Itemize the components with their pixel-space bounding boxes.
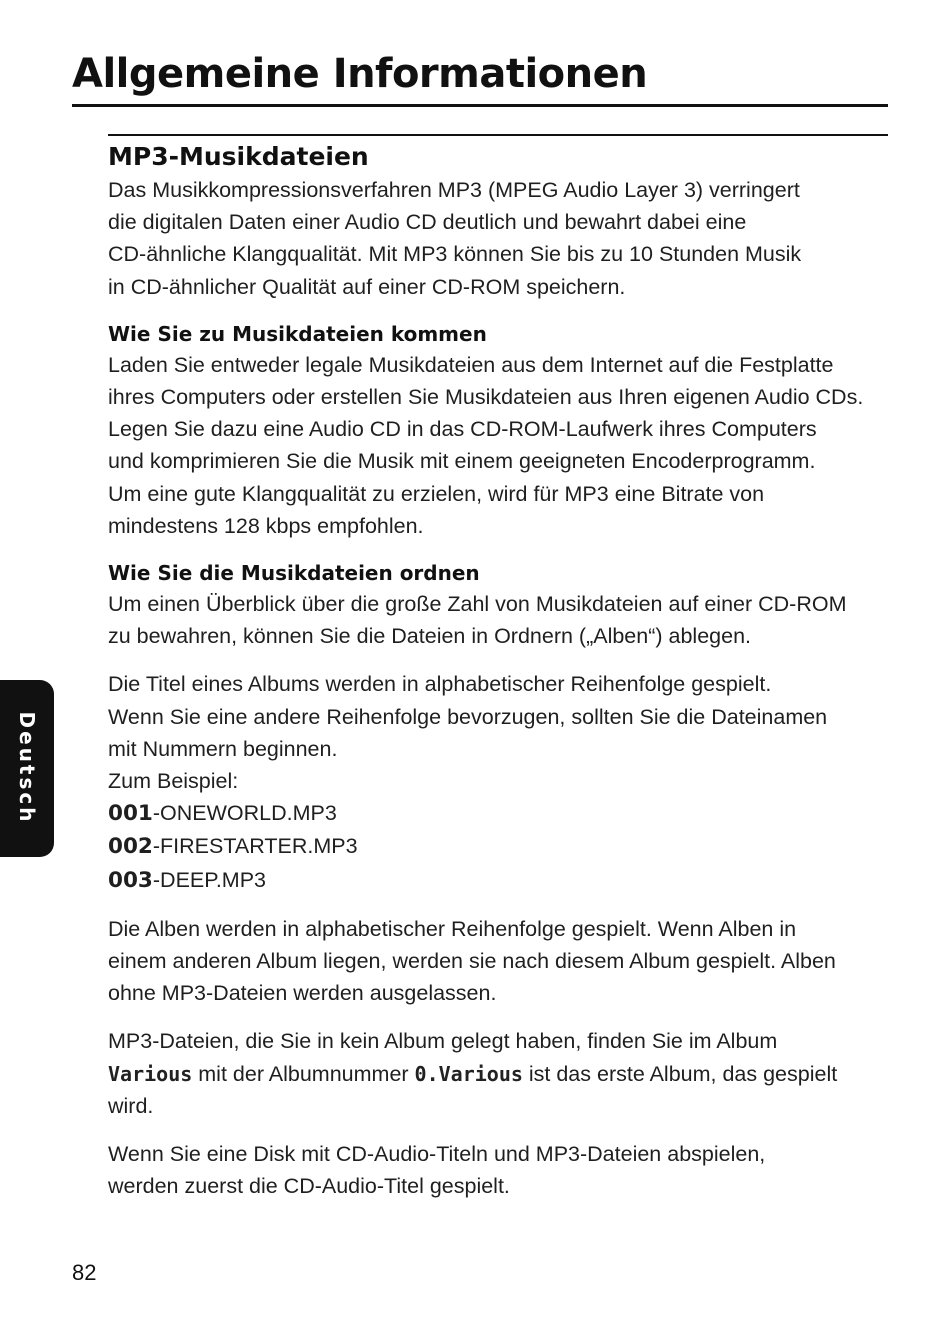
section-title: MP3-Musikdateien <box>108 142 369 171</box>
text-line: Die Alben werden in alphabetischer Reihenfolge gespielt. Wenn Alben in <box>108 916 797 941</box>
title-rule <box>72 104 888 107</box>
text-line: Das Musikkompressionsverfahren MP3 (MPEG Audio Layer 3) verringert <box>108 178 800 202</box>
main-content <box>108 140 898 1202</box>
example-filename <box>108 864 898 897</box>
text-line: einem anderen Album liegen, werden sie nach diesem Album gespielt. Alben <box>108 949 836 974</box>
text-line: werden zuerst die CD-Audio-Titel gespielt. <box>108 1174 510 1199</box>
example-name: -FIRESTARTER.MP3 <box>152 834 358 859</box>
text-line: Wenn Sie eine andere Reihenfolge bevorzugen, sollten Sie die Dateinamen <box>108 704 828 729</box>
text-line: CD-ähnliche Klangqualität. Mit MP3 können Sie bis zu 10 Stunden Musik <box>108 242 802 267</box>
text-line: Laden Sie entweder legale Musikdateien aus dem Internet auf die Festplatte <box>108 352 834 377</box>
text-line: mit Nummern beginnen. <box>108 736 338 761</box>
text-line <box>108 1058 898 1090</box>
inline-text: mit der Albumnummer <box>192 1061 415 1086</box>
text-line: ihres Computers oder erstellen Sie Musikdateien aus Ihren eigenen Audio CDs. <box>108 385 864 410</box>
example-filename <box>108 830 898 863</box>
text-line: Die Titel eines Albums werden in alphabetischer Reihenfolge gespielt. <box>108 672 772 697</box>
text-line: Wenn Sie eine Disk mit CD-Audio-Titeln und MP3-Dateien abspielen, <box>108 1142 766 1167</box>
subheading-organize-files: Wie Sie die Musikdateien ordnen <box>108 561 480 586</box>
inline-text: ist das erste Album, das gespielt <box>522 1061 838 1086</box>
text-line: und komprimieren Sie die Musik mit einem geeigneten Encoderprogramm. <box>108 449 816 474</box>
section-rule <box>108 134 888 136</box>
example-name: -ONEWORLD.MP3 <box>152 801 337 826</box>
page-number: 82 <box>72 1260 97 1285</box>
text-line: die digitalen Daten einer Audio CD deutlich und bewahrt dabei eine <box>108 210 747 235</box>
text-line: MP3-Dateien, die Sie in kein Album gelegt haben, finden Sie im Album <box>108 1029 778 1054</box>
example-number: 001 <box>108 801 153 827</box>
organize-paragraph <box>108 588 898 652</box>
track-order-paragraph <box>108 668 898 896</box>
album-order-paragraph <box>108 913 898 1010</box>
various-album-paragraph <box>108 1025 898 1122</box>
text-line: Um eine gute Klangqualität zu erzielen, wird für MP3 eine Bitrate von <box>108 481 765 506</box>
example-number: 003 <box>108 867 153 893</box>
text-line: in CD-ähnlicher Qualität auf einer CD-ROM speichern. <box>108 274 626 299</box>
example-name: -DEEP.MP3 <box>152 867 267 892</box>
intro-paragraph <box>108 174 898 303</box>
text-line: Legen Sie dazu eine Audio CD in das CD-ROM-Laufwerk ihres Computers <box>108 417 817 442</box>
language-tab <box>0 680 54 857</box>
text-line: wird. <box>108 1093 154 1118</box>
text-line: ohne MP3-Dateien werden ausgelassen. <box>108 981 497 1006</box>
display-code-various: Various <box>108 1061 193 1086</box>
text-line: mindestens 128 kbps empfohlen. <box>108 513 424 538</box>
example-filename <box>108 797 898 830</box>
get-files-paragraph <box>108 349 898 542</box>
language-tab-label: Deutsch <box>15 711 39 825</box>
mixed-disc-paragraph <box>108 1138 898 1202</box>
text-line: Um einen Überblick über die große Zahl von Musikdateien auf einer CD-ROM <box>108 592 847 617</box>
page-title: Allgemeine Informationen <box>72 51 648 97</box>
example-number: 002 <box>108 834 153 860</box>
text-line: zu bewahren, können Sie die Dateien in Ordnern („Alben“) ablegen. <box>108 624 752 649</box>
display-code-album-number: 0.Various <box>414 1061 523 1086</box>
subheading-get-files: Wie Sie zu Musikdateien kommen <box>108 321 487 346</box>
text-line: Zum Beispiel: <box>108 769 239 794</box>
